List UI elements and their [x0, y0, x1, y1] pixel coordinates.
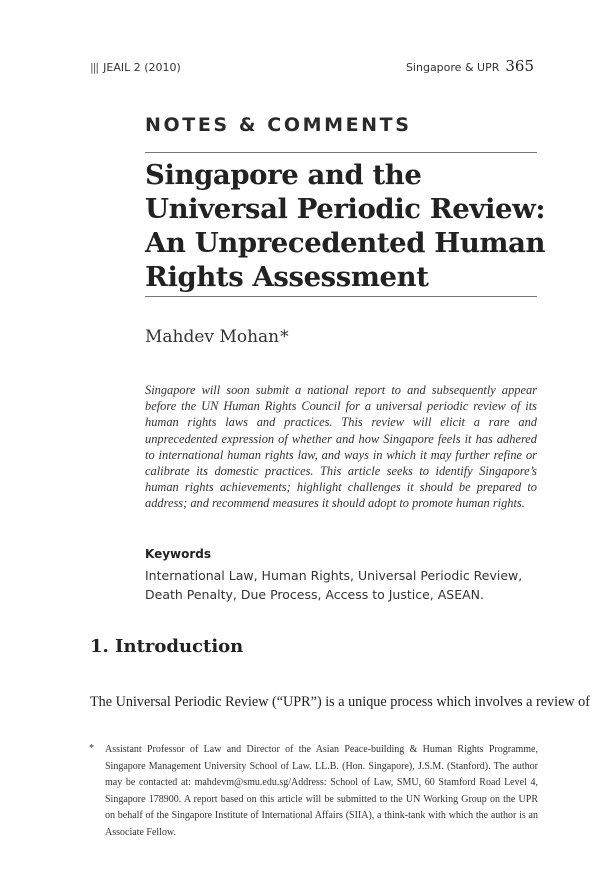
keywords-list: International Law, Human Rights, Universal Periodic Review, Death Penalty, Due Process, Access to Justice, ASEAN.	[145, 568, 523, 602]
running-header-right	[406, 57, 534, 75]
author-name	[145, 327, 289, 347]
footnote-text: Assistant Professor of Law and Director of the Asian Peace-building & Human Rights Programme, Singapore Management University School of Law. LL.B. (Hon. Singapore), J.S.M. (Stanford). The author may be contacted at: mahdevm@smu.edu.sg/Address: School of Law, SMU, 60 Stamford Road Level 4, Singapore 178900. A report based on this article will be submitted to the UN Working Group on the UPR on behalf of the Singapore Institute of International Affairs (SIIA), a think-tank with which the author is an Associate Fellow.	[105, 744, 538, 838]
journal-citation: JEAIL 2 (2010)	[103, 61, 181, 74]
page-number: 365	[505, 57, 534, 75]
article-title	[145, 158, 546, 294]
body-text: The Universal Periodic Review (“UPR”) is a unique process which involves a review of	[90, 694, 590, 710]
abstract: Singapore will soon submit a national report to and subsequently appear before the UN Human Rights Council for a universal periodic review of its human rights laws and practices. This review will elicit a rare and unprecedented expression of whether and how Singapore feels it has adhered to international human rights law, and ways in which it may further refine or calibrate its domestic practices. This article seeks to identify Singapore’s human rights achievements; highlight challenges it should be prepared to address; and recommend measures it should adopt to promote human rights.	[145, 383, 537, 511]
keywords-heading: Keywords	[145, 547, 212, 561]
footnote-mark: *	[89, 743, 94, 754]
title-line: Universal Periodic Review:	[145, 193, 546, 225]
running-header-left	[90, 61, 181, 74]
author-text: Mahdev Mohan	[145, 327, 280, 347]
running-title: Singapore & UPR	[405, 61, 500, 74]
title-line: An Unprecedented Human	[145, 227, 546, 259]
title-line: Rights Assessment	[145, 261, 429, 293]
title-top-rule	[145, 152, 537, 153]
title-bottom-rule	[145, 296, 537, 297]
header-marker: |||	[90, 61, 99, 74]
author-footnote-mark[interactable]: *	[280, 327, 289, 347]
section-heading-introduction: 1. Introduction	[90, 636, 244, 657]
section-label: NOTES & COMMENTS	[145, 114, 412, 136]
title-line: Singapore and the	[145, 159, 422, 191]
